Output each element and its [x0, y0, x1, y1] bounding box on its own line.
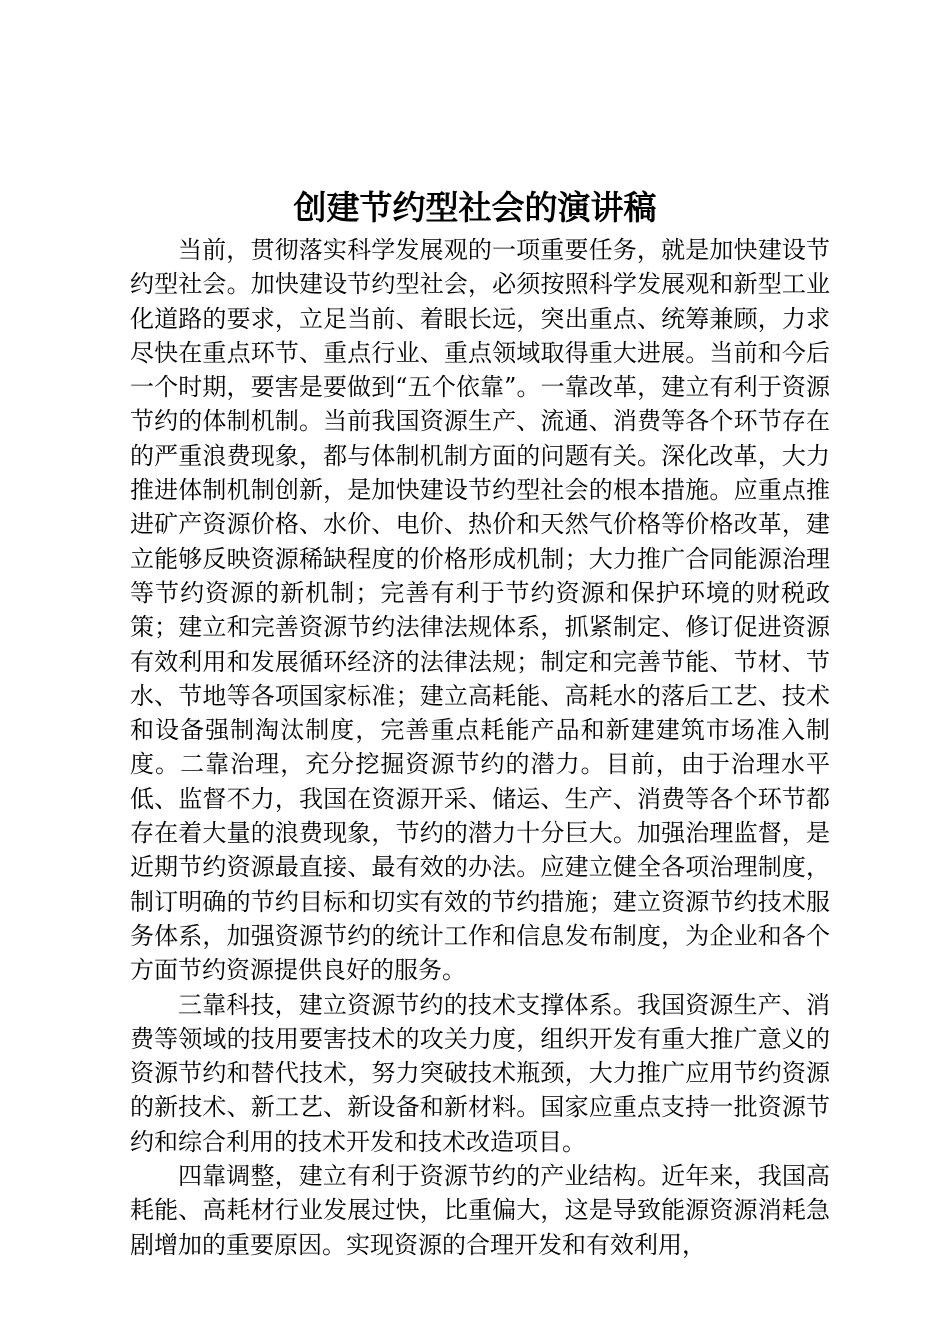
document-title: 创建节约型社会的演讲稿: [293, 188, 657, 227]
document-body: [130, 233, 830, 1262]
paragraph-3: 四靠调整，建立有利于资源节约的产业结构。近年来，我国高耗能、高耗材行业发展过快，比重偏大，这是导致能源资源消耗急剧增加的重要原因。实现资源的合理开发和有效利用，: [130, 1162, 830, 1259]
paragraph-2: 三靠科技，建立资源节约的技术支撑体系。我国资源生产、消费等领域的技用要害技术的攻关力度，组织开发有重大推广意义的资源节约和替代技术，努力突破技术瓶颈，大力推广应用节约资源的新技术、新工艺、新设备和新材料。国家应重点支持一批资源节约和综合利用的技术开发和技术改造项目。: [130, 990, 830, 1156]
paragraph-1: 当前，贯彻落实科学发展观的一项重要任务，就是加快建设节约型社会。加快建设节约型社会，必须按照科学发展观和新型工业化道路的要求，立足当前、着眼长远，突出重点、统筹兼顾，力求尽快在重点环节、重点行业、重点领域取得重大进展。当前和今后一个时期，要害是要做到“五个依靠”。一靠改革，建立有利于资源节约的体制机制。当前我国资源生产、流通、消费等各个环节存在的严重浪费现象，都与体制机制方面的问题有关。深化改革，大力推进体制机制创新，是加快建设节约型社会的根本措施。应重点推进矿产资源价格、水价、电价、热价和天然气价格等价格改革，建立能够反映资源稀缺程度的价格形成机制；大力推广合同能源治理等节约资源的新机制；完善有利于节约资源和保护环境的财税政策；建立和完善资源节约法律法规体系，抓紧制定、修订促进资源有效利用和发展循环经济的法律法规；制定和完善节能、节材、节水、节地等各项国家标准；建立高耗能、高耗水的落后工艺、技术和设备强制淘汰制度，完善重点耗能产品和新建建筑市场准入制度。二靠治理，充分挖掘资源节约的潜力。目前，由于治理水平低、监督不力，我国在资源开采、储运、生产、消费等各个环节都存在着大量的浪费现象，节约的潜力十分巨大。加强治理监督，是近期节约资源最直接、最有效的办法。应建立健全各项治理制度，制订明确的节约目标和切实有效的节约措施；建立资源节约技术服务体系，加强资源节约的统计工作和信息发布制度，为企业和各个方面节约资源提供良好的服务。: [130, 236, 830, 985]
